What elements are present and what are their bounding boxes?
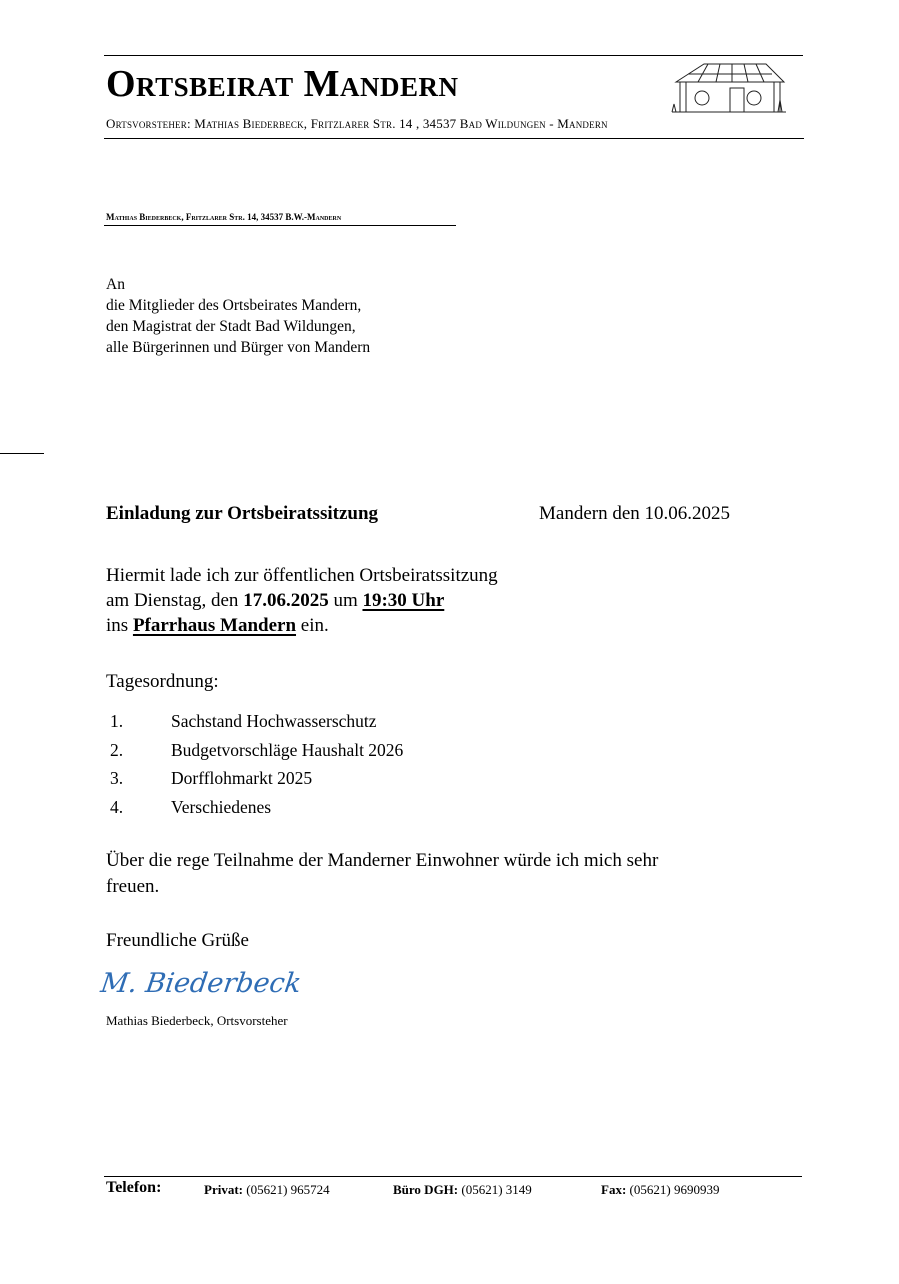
agenda-item: [110, 711, 403, 740]
invitation-paragraph: [106, 563, 498, 638]
handwritten-signature: [98, 962, 304, 1002]
footer-contact: [106, 1181, 806, 1201]
phone-private-number: (05621) 965724: [242, 1182, 330, 1197]
recipient-block: [106, 274, 370, 358]
phone-office-number: (05621) 3149: [458, 1182, 532, 1197]
invitation-text: ein.: [296, 615, 329, 636]
agenda-item: [110, 797, 403, 826]
phone-office: [393, 1182, 532, 1198]
agenda-number: 2.: [110, 739, 124, 760]
agenda-item: [110, 768, 403, 797]
fold-mark: [0, 453, 44, 454]
agenda-text: Dorfflohmarkt 2025: [171, 768, 313, 788]
meeting-date: 17.06.2025: [243, 590, 329, 611]
agenda-item: [110, 740, 403, 769]
invitation-text: um: [328, 590, 363, 611]
invitation-text: ins: [106, 615, 133, 636]
fax-number: (05621) 9690939: [626, 1182, 720, 1197]
invitation-text: am Dienstag, den: [106, 590, 244, 611]
agenda-list: [110, 711, 403, 825]
invitation-line-1: Hiermit lade ich zur öffentlichen Ortsbeiratssitzung: [106, 565, 498, 586]
closing-line-2: freuen.: [106, 876, 160, 897]
agenda-heading: Tagesordnung:: [106, 671, 219, 692]
phone-office-label: Büro DGH:: [393, 1182, 459, 1197]
letterhead-subline: Ortsvorsteher: Mathias Biederbeck, Fritzlarer Str. 14 , 34537 Bad Wildungen - Mandern: [106, 116, 608, 131]
sender-underline: [104, 225, 456, 226]
recipient-line: An: [106, 276, 125, 293]
place-date: Mandern den 10.06.2025: [539, 503, 731, 524]
agenda-number: 4.: [110, 796, 124, 817]
closing-line-1: Über die rege Teilnahme der Manderner Einwohner würde ich mich sehr: [106, 850, 659, 871]
greeting: Freundliche Grüße: [106, 930, 249, 951]
recipient-line: die Mitglieder des Ortsbeirates Mandern,: [106, 297, 362, 314]
letter-subject: Einladung zur Ortsbeiratssitzung: [106, 503, 379, 524]
footer-rule: [104, 1176, 802, 1177]
fax: [601, 1182, 719, 1198]
fax-label: Fax:: [601, 1182, 627, 1197]
phone-private-label: Privat:: [204, 1182, 243, 1197]
agenda-number: 3.: [110, 768, 124, 788]
invitation-line-2: [106, 588, 498, 613]
signer-name: Mathias Biederbeck, Ortsvorsteher: [106, 1013, 288, 1028]
telefon-label: Telefon:: [106, 1179, 162, 1196]
agenda-text: Sachstand Hochwasserschutz: [171, 711, 377, 731]
agenda-text: Verschiedenes: [171, 796, 272, 817]
header-top-rule: [104, 55, 803, 56]
meeting-time: 19:30 Uhr: [362, 590, 445, 611]
meeting-location: Pfarrhaus Mandern: [132, 615, 297, 636]
agenda-text: Budgetvorschläge Haushalt 2026: [171, 739, 404, 760]
closing-paragraph: [106, 848, 658, 900]
letterhead-title: Ortsbeirat Mandern: [106, 63, 459, 105]
sender-return-address: Mathias Biederbeck, Fritzlarer Str. 14, 34537 B.W.-Mandern: [106, 212, 342, 222]
phone-private: [204, 1182, 330, 1198]
agenda-number: 1.: [110, 711, 124, 731]
invitation-line-3: [106, 613, 498, 638]
signature-text: M. Biederbeck: [98, 968, 304, 999]
recipient-line: den Magistrat der Stadt Bad Wildungen,: [106, 318, 356, 335]
recipient-line: alle Bürgerinnen und Bürger von Mandern: [106, 339, 371, 356]
house-logo-icon: [668, 60, 788, 118]
header-bottom-rule: [104, 138, 804, 139]
